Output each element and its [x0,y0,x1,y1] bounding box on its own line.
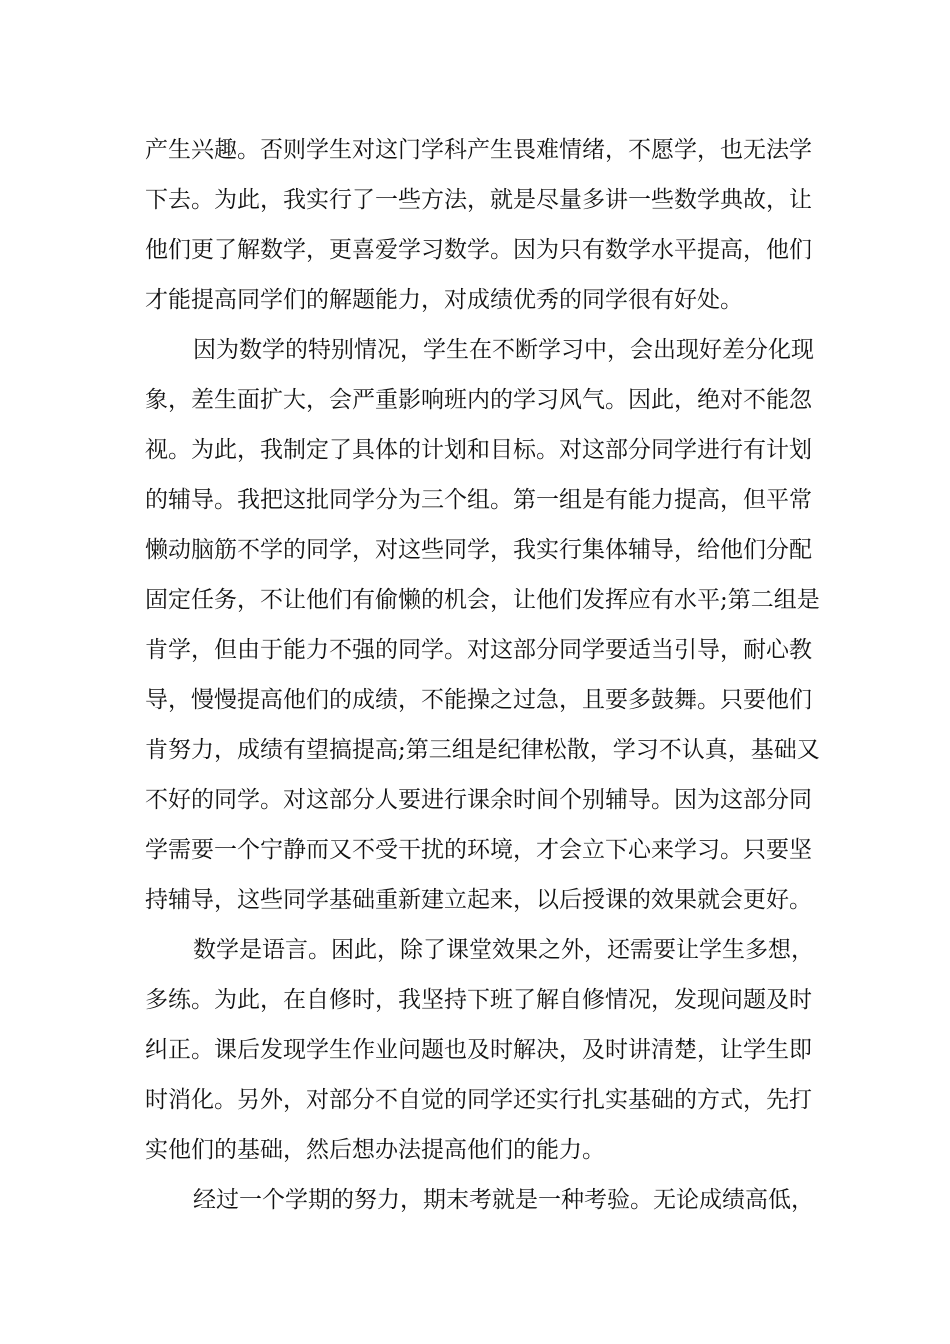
text-line: 持辅导，这些同学基础重新建立起来，以后授课的效果就会更好。 [145,887,812,913]
text-line: 产生兴趣。否则学生对这门学科产生畏难情绪，不愿学，也无法学 [145,137,812,163]
text-line: 肯学，但由于能力不强的同学。对这部分同学要适当引导，耐心教 [145,637,812,663]
text-line: 因为数学的特别情况，学生在不断学习中，会出现好差分化现 [193,337,814,363]
text-line: 下去。为此，我实行了一些方法，就是尽量多讲一些数学典故，让 [145,187,812,213]
text-line: 经过一个学期的努力，期末考就是一种考验。无论成绩高低， [193,1187,814,1213]
text-line: 他们更了解数学，更喜爱学习数学。因为只有数学水平提高，他们 [145,237,812,263]
text-line: 视。为此，我制定了具体的计划和目标。对这部分同学进行有计划 [145,437,812,463]
text-line: 学需要一个宁静而又不受干扰的环境，才会立下心来学习。只要坚 [145,837,812,863]
text-line: 象，差生面扩大，会严重影响班内的学习风气。因此，绝对不能忽 [145,387,812,413]
text-line: 的辅导。我把这批同学分为三个组。第一组是有能力提高，但平常 [145,487,812,513]
text-line: 纠正。课后发现学生作业问题也及时解决，及时讲清楚，让学生即 [145,1037,812,1063]
text-line: 肯努力，成绩有望搞提高;第三组是纪律松散，学习不认真，基础又 [145,737,820,763]
text-line: 实他们的基础，然后想办法提高他们的能力。 [145,1137,605,1163]
text-line: 多练。为此，在自修时，我坚持下班了解自修情况，发现问题及时 [145,987,812,1013]
text-line: 导，慢慢提高他们的成绩，不能操之过急，且要多鼓舞。只要他们 [145,687,812,713]
text-line: 固定任务，不让他们有偷懒的机会，让他们发挥应有水平;第二组是 [145,587,820,613]
text-line: 数学是语言。困此，除了课堂效果之外，还需要让学生多想， [193,937,814,963]
text-line: 才能提高同学们的解题能力，对成绩优秀的同学很有好处。 [145,287,743,313]
text-line: 时消化。另外，对部分不自觉的同学还实行扎实基础的方式，先打 [145,1087,812,1113]
text-line: 不好的同学。对这部分人要进行课余时间个别辅导。因为这部分同 [145,787,812,813]
text-line: 懒动脑筋不学的同学，对这些同学，我实行集体辅导，给他们分配 [145,537,812,563]
